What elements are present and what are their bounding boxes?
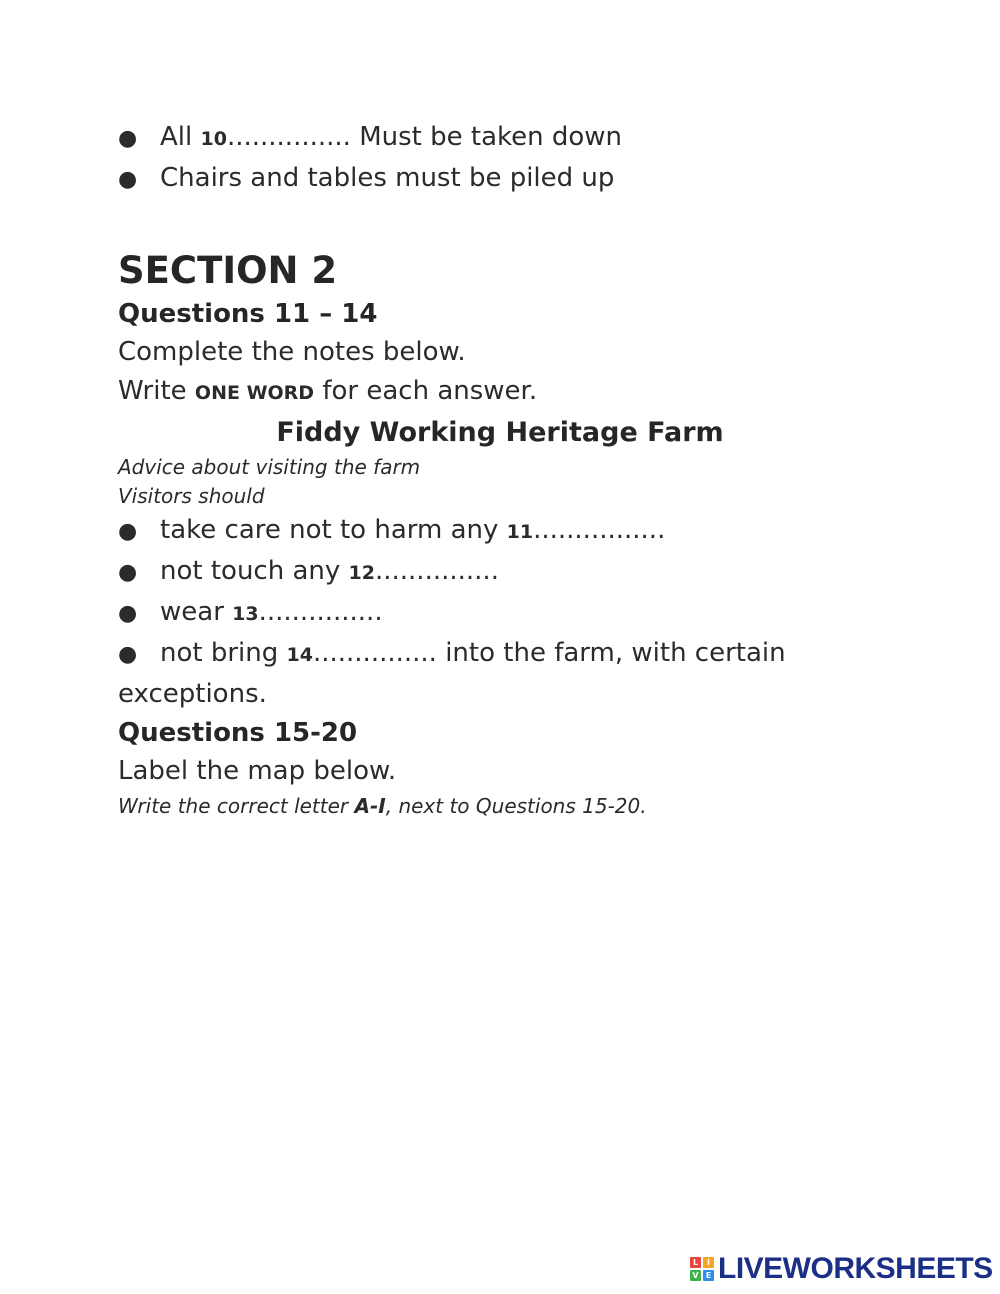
answer-gap-10[interactable]: ............... Must be taken down (226, 122, 623, 152)
question-number-14: 14 (286, 644, 313, 666)
liveworksheets-logo (690, 1252, 993, 1286)
logo-text: LIVEWORKSHEETS (718, 1252, 993, 1285)
instruction-label-map: Label the map below. (118, 756, 397, 786)
bullet-icon: ● (118, 642, 138, 667)
item-text: Chairs and tables must be piled up (160, 163, 615, 193)
questions-heading-15-20: Questions 15-20 (118, 718, 358, 748)
instruction-text-before: Write (118, 376, 195, 406)
logo-tile: V (690, 1270, 701, 1281)
notes-subtitle: Advice about visiting the farm (118, 455, 421, 479)
bullet-icon: ● (118, 126, 138, 151)
logo-mark-icon (690, 1257, 714, 1281)
instruction-complete-notes: Complete the notes below. (118, 337, 466, 367)
list-item (118, 634, 878, 675)
worksheet-page (118, 118, 878, 821)
answer-gap-11[interactable]: ................ (533, 515, 666, 545)
question-number-13: 13 (232, 603, 259, 625)
list-item-continuation: exceptions. (118, 679, 267, 709)
questions-heading-11-14: Questions 11 – 14 (118, 299, 378, 329)
list-item (118, 511, 878, 552)
notes-title: Fiddy Working Heritage Farm (276, 417, 724, 448)
question-number-10: 10 (200, 128, 227, 150)
item-text-before: take care not to harm any (160, 515, 507, 545)
instruction-correct-letter (118, 791, 878, 821)
answer-gap-13[interactable]: ............... (258, 597, 383, 627)
item-text-before: not touch any (160, 556, 349, 586)
logo-tile: L (690, 1257, 701, 1268)
item-text-before: All (160, 122, 201, 152)
bullet-icon: ● (118, 167, 138, 192)
bullet-icon: ● (118, 560, 138, 585)
notes-subtitle: Visitors should (118, 484, 265, 508)
list-item (118, 552, 878, 593)
instruction-emphasis: ONE WORD (194, 382, 315, 404)
instruction-text-before: Write the correct letter (118, 794, 355, 818)
instruction-text-after: for each answer. (314, 376, 538, 406)
question-number-11: 11 (506, 521, 534, 543)
logo-tile: I (703, 1257, 714, 1268)
logo-tile: E (703, 1270, 714, 1281)
item-text-before: not bring (160, 638, 287, 668)
section-title: SECTION 2 (118, 249, 338, 292)
question-number-12: 12 (348, 562, 375, 584)
list-item (118, 593, 878, 634)
list-item (118, 118, 878, 159)
instruction-one-word (118, 372, 878, 413)
item-text-before: wear (160, 597, 233, 627)
answer-gap-12[interactable]: ............... (374, 556, 499, 586)
answer-gap-14[interactable]: ............... into the farm, with certain (312, 638, 786, 668)
bullet-icon: ● (118, 519, 138, 544)
instruction-emphasis: A-I (354, 794, 386, 818)
list-item (118, 159, 878, 199)
instruction-text-after: , next to Questions 15-20. (385, 794, 647, 818)
bullet-icon: ● (118, 601, 138, 626)
